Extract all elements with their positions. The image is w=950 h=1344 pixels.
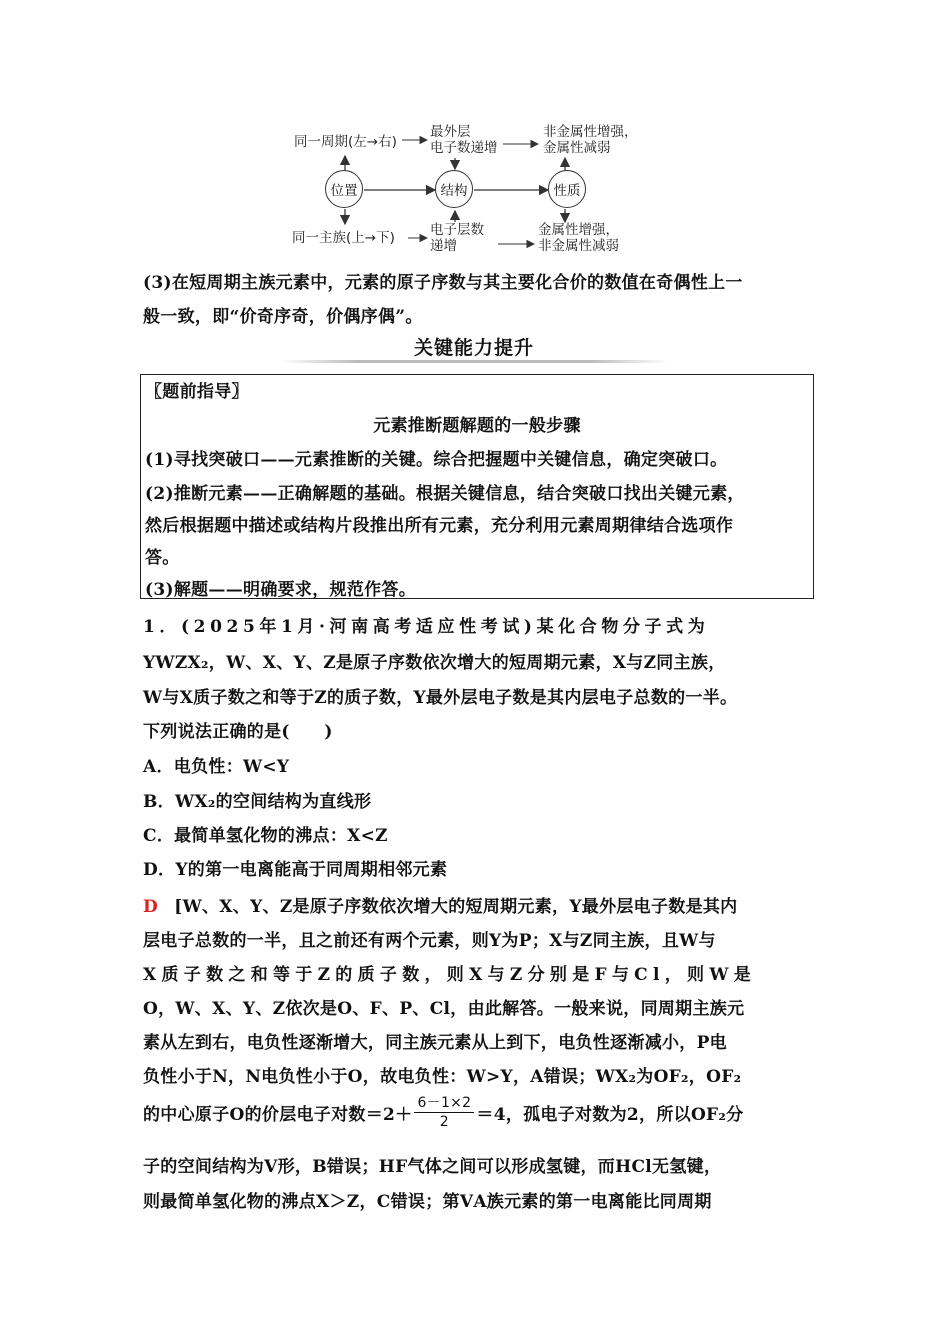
- answer-line3-text: X质子数之和等于Z的质子数，则X与Z分别是F与Cl，则W是: [143, 965, 757, 985]
- top-left-label: 同一周期(左→右): [294, 134, 397, 150]
- top-mid-label-1: 最外层: [430, 124, 471, 140]
- bottom-left-label: 同一主族(上→下): [292, 230, 395, 246]
- section-title: [280, 333, 668, 363]
- question-line1: [143, 612, 709, 637]
- section-title-text: 关键能力提升: [413, 337, 534, 359]
- answer-line2: 层电子总数的一半，且之前还有两个元素，则Y为P；X与Z同主族，且W与: [143, 931, 716, 951]
- guide-label: 〖题前指导〗: [145, 382, 249, 402]
- bottom-right-label-2: 非金属性减弱: [538, 238, 619, 254]
- answer-line5: 素从左到右，电负性逐渐增大，同主族元素从上到下，电负性逐渐减小，P电: [143, 1033, 727, 1053]
- guide-title: 元素推断题解题的一般步骤: [373, 416, 581, 436]
- node-position: 位置: [325, 170, 363, 208]
- top-right-label-1: 非金属性增强，: [543, 124, 638, 140]
- bottom-mid-label-2: 递增: [430, 238, 457, 254]
- guide-step3: (3)解题——明确要求，规范作答。: [145, 580, 417, 600]
- para3-line1: (3)在短周期主族元素中，元素的原子序数与其主要化合价的数值在奇偶性上一: [143, 273, 743, 293]
- question-line4: 下列说法正确的是( ): [143, 722, 333, 742]
- answer-line1: [143, 892, 737, 917]
- option-a: A．电负性：W<Y: [143, 757, 290, 777]
- guide-box: [140, 374, 814, 599]
- option-b: B．WX₂的空间结构为直线形: [143, 792, 372, 812]
- periodic-trend-diagram: [280, 118, 680, 258]
- fraction-denominator: 2: [439, 1114, 450, 1130]
- option-c: C．最简单氢化物的沸点：X<Z: [143, 826, 388, 846]
- node-structure: 结构: [435, 170, 473, 208]
- option-d: D．Y的第一电离能高于同周期相邻元素: [143, 860, 448, 880]
- answer-line7: [143, 1094, 743, 1131]
- question-line2: YWZX₂，W、X、Y、Z是原子序数依次增大的短周期元素，X与Z同主族，: [143, 653, 726, 673]
- answer-line7-post: ＝4，孤电子对数为2，所以OF₂分: [476, 1105, 744, 1125]
- guide-step1: (1)寻找突破口——元素推断的关键。综合把握题中关键信息，确定突破口。: [145, 450, 728, 470]
- guide-step2-line1: (2)推断元素——正确解题的基础。根据关键信息，结合突破口找出关键元素，: [145, 484, 745, 504]
- guide-step2-line3: 答。: [145, 548, 180, 568]
- answer-letter: D: [143, 897, 159, 917]
- bottom-mid-label-1: 电子层数: [430, 222, 484, 238]
- answer-line1-text: [W、X、Y、Z是原子序数依次增大的短周期元素，Y最外层电子数是其内: [174, 897, 738, 917]
- top-right-label-2: 金属性减弱: [543, 140, 611, 156]
- node-property: 性质: [548, 170, 586, 208]
- guide-step2-line2: 然后根据题中描述或结构片段推出所有元素，充分利用元素周期律结合选项作: [145, 516, 734, 536]
- answer-line7-pre: 的中心原子O的价层电子对数＝2＋: [143, 1105, 413, 1125]
- bottom-right-label-1: 金属性增强，: [538, 222, 619, 238]
- answer-line6: 负性小于N，N电负性小于O，故电负性：W>Y，A错误；WX₂为OF₂，OF₂: [143, 1067, 742, 1087]
- question-line3: W与X质子数之和等于Z的质子数，Y最外层电子数是其内层电子总数的一半。: [143, 688, 738, 708]
- question-line1-text: 1．(2025年1月·河南高考适应性考试)某化合物分子式为: [143, 617, 710, 637]
- answer-line3: [143, 960, 756, 985]
- top-mid-label-2: 电子数递增: [430, 140, 498, 156]
- section-title-underline: [280, 360, 668, 363]
- fraction-numerator: 6－1×2: [414, 1094, 474, 1113]
- para3-line2: 般一致，即“价奇序奇，价偶序偶”。: [143, 307, 423, 327]
- answer-line9: 则最简单氢化物的沸点X＞Z，C错误；第ⅤA族元素的第一电离能比同周期: [143, 1192, 712, 1212]
- fraction: [414, 1094, 474, 1131]
- answer-line4: O，W、X、Y、Z依次是O、F、P、Cl，由此解答。一般来说，同周期主族元: [143, 999, 745, 1019]
- answer-line8: 子的空间结构为V形，B错误；HF气体之间可以形成氢键，而HCl无氢键，: [143, 1157, 722, 1177]
